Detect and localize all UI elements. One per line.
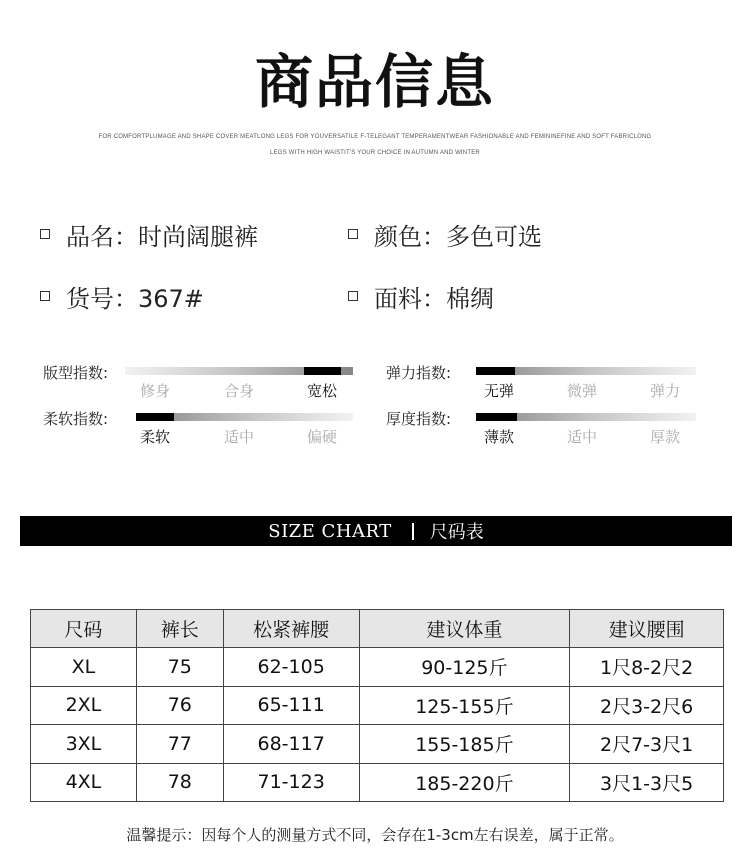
table-row: [31, 686, 724, 725]
info-name-text: 品名：时尚阔腿裤: [66, 222, 258, 251]
header-waist-elastic: 松紧裤腰: [223, 610, 359, 648]
header-weight: 建议体重: [359, 610, 570, 648]
banner-divider: [412, 523, 414, 540]
table-header-row: [31, 610, 724, 648]
cell-weight: 185-220斤: [359, 763, 570, 802]
header-length: 裤长: [136, 610, 223, 648]
meter-fit-label: 版型指数:: [43, 364, 109, 382]
cell-waist-elastic: 62-105: [223, 648, 359, 687]
cell-waist-elastic: 68-117: [223, 725, 359, 764]
cell-weight: 155-185斤: [359, 725, 570, 764]
banner-chinese-title: 尺码表: [429, 522, 484, 543]
checkbox-square-icon: [348, 291, 358, 301]
cell-size: 4XL: [31, 763, 137, 802]
info-fabric: [348, 281, 494, 311]
meter-fit-marker: [304, 367, 341, 375]
cell-size: 3XL: [31, 725, 137, 764]
cell-length: 75: [136, 648, 223, 687]
meter-stretch-label: 弹力指数:: [386, 364, 452, 382]
meter-softness-option-1: 柔软: [139, 428, 170, 446]
info-color-text: 颜色：多色可选: [374, 222, 542, 251]
page-title: 商品信息: [254, 48, 495, 116]
meter-stretch-option-1: 无弹: [483, 382, 514, 400]
meter-fit-option-1: 修身: [139, 382, 170, 400]
checkbox-square-icon: [40, 229, 50, 239]
meter-softness-marker: [136, 413, 174, 421]
cell-size: 2XL: [31, 686, 137, 725]
meter-fit-option-3: 宽松: [306, 382, 337, 400]
cell-weight: 90-125斤: [359, 648, 570, 687]
meter-softness-option-3: 偏硬: [306, 428, 337, 446]
info-name: [40, 219, 258, 249]
table-row: [31, 763, 724, 802]
meter-fit-bar: [125, 367, 353, 375]
meter-softness-label: 柔软指数:: [43, 410, 109, 428]
meter-thickness-option-3: 厚款: [649, 428, 680, 446]
info-fabric-text: 面料：棉绸: [374, 284, 494, 313]
size-chart-banner: [20, 516, 732, 546]
meter-thickness-bar: [476, 413, 696, 421]
cell-waist: 2尺3-2尺6: [570, 686, 724, 725]
meter-stretch-option-3: 弹力: [649, 382, 680, 400]
banner-english-title: SIZE CHART: [268, 520, 392, 542]
cell-weight: 125-155斤: [359, 686, 570, 725]
meter-stretch-marker: [476, 367, 515, 375]
meter-softness-option-2: 适中: [223, 428, 254, 446]
cell-length: 78: [136, 763, 223, 802]
cell-size: XL: [31, 648, 137, 687]
info-sku-text: 货号：367#: [66, 284, 204, 313]
header-size: 尺码: [31, 610, 137, 648]
cell-waist: 2尺7-3尺1: [570, 725, 724, 764]
cell-waist: 3尺1-3尺5: [570, 763, 724, 802]
meter-stretch-bar: [476, 367, 696, 375]
meter-thickness-label: 厚度指数:: [386, 410, 452, 428]
meter-thickness-option-2: 适中: [566, 428, 597, 446]
footnote: 温馨提示：因每个人的测量方式不同，会存在1-3cm左右误差，属于正常。: [126, 826, 624, 844]
subtitle-line-2: LEGS WITH HIGH WAISTIT'S YOUR CHOICE IN AUTUMN AND WINTER: [270, 150, 480, 156]
cell-length: 76: [136, 686, 223, 725]
table-row: [31, 725, 724, 764]
cell-waist-elastic: 65-111: [223, 686, 359, 725]
cell-length: 77: [136, 725, 223, 764]
size-table: [30, 609, 724, 802]
checkbox-square-icon: [348, 229, 358, 239]
meter-softness-bar: [136, 413, 353, 421]
table-row: [31, 648, 724, 687]
meter-thickness-marker: [476, 413, 517, 421]
subtitle-line-1: FOR COMFORTPLUMAGE AND SHAPE COVER MEATLONG LEGS FOR YOUVERSATILE F-TELEGANT TEMPERAMENTWEAR FASHIONABLE AND FEMININEFINE AND SOFT FABRICLONG: [98, 134, 652, 140]
cell-waist: 1尺8-2尺2: [570, 648, 724, 687]
cell-waist-elastic: 71-123: [223, 763, 359, 802]
meter-stretch-option-2: 微弹: [566, 382, 597, 400]
header-waist: 建议腰围: [570, 610, 724, 648]
meter-fit-option-2: 合身: [223, 382, 254, 400]
info-sku: [40, 281, 204, 311]
checkbox-square-icon: [40, 291, 50, 301]
info-color: [348, 219, 542, 249]
meter-thickness-option-1: 薄款: [483, 428, 514, 446]
